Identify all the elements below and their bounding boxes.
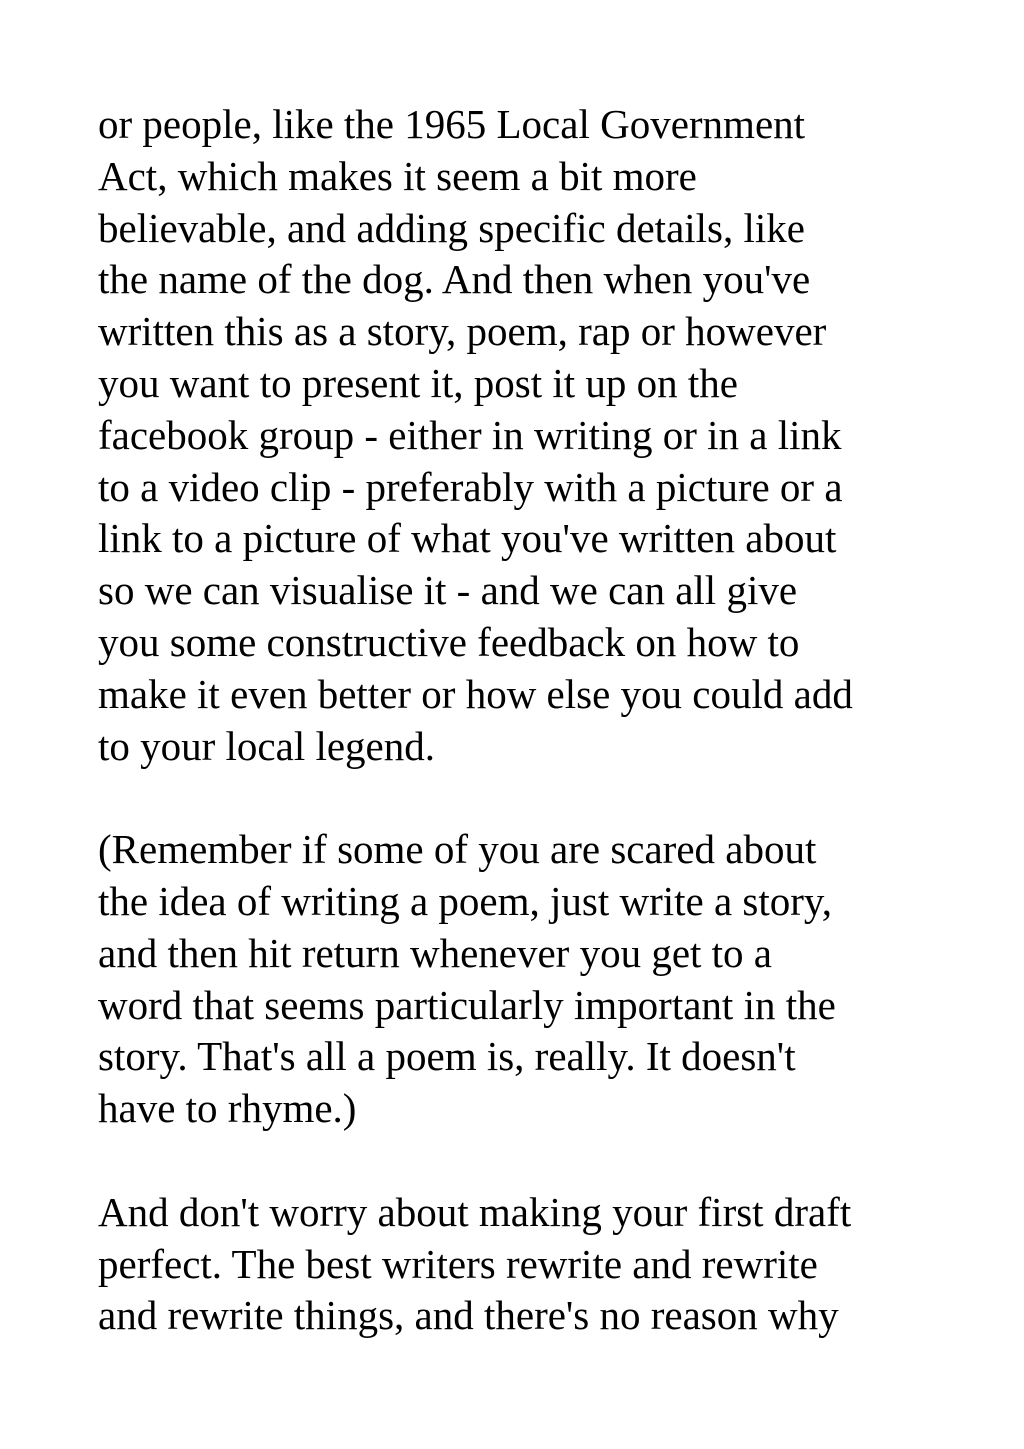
text-line: to a video clip - preferably with a picture or a — [98, 463, 843, 510]
paragraph-2 — [98, 824, 978, 1135]
text-line: the idea of writing a poem, just write a story, — [98, 877, 833, 924]
text-line: written this as a story, poem, rap or however — [98, 308, 827, 355]
paragraph-spacer — [98, 1135, 978, 1187]
text-line: the name of the dog. And then when you've — [98, 256, 811, 303]
text-line: believable, and adding specific details, like — [98, 204, 805, 251]
text-line: (Remember if some of you are scared about — [98, 826, 817, 873]
text-line: make it even better or how else you could add — [98, 670, 853, 717]
text-line: so we can visualise it - and we can all give — [98, 567, 798, 614]
paragraph-1 — [98, 99, 978, 772]
text-line: link to a picture of what you've written about — [98, 515, 837, 562]
text-line: Act, which makes it seem a bit more — [98, 152, 697, 199]
text-line: and then hit return whenever you get to a — [98, 929, 772, 976]
document-body — [98, 99, 978, 1342]
text-line: have to rhyme.) — [98, 1085, 357, 1132]
text-line: story. That's all a poem is, really. It doesn't — [98, 1033, 796, 1080]
paragraph-3 — [98, 1187, 978, 1342]
text-line: or people, like the 1965 Local Government — [98, 101, 806, 147]
text-line: you want to present it, post it up on the — [98, 359, 738, 406]
text-line: and rewrite things, and there's no reason why — [98, 1292, 839, 1339]
text-line: perfect. The best writers rewrite and rewrite — [98, 1240, 818, 1287]
text-line: you some constructive feedback on how to — [98, 618, 800, 665]
paragraph-spacer — [98, 772, 978, 824]
text-line: facebook group - either in writing or in a link — [98, 411, 842, 458]
text-line: word that seems particularly important in the — [98, 981, 836, 1028]
text-line: to your local legend. — [98, 722, 436, 769]
text-line: And don't worry about making your first draft — [98, 1188, 852, 1235]
